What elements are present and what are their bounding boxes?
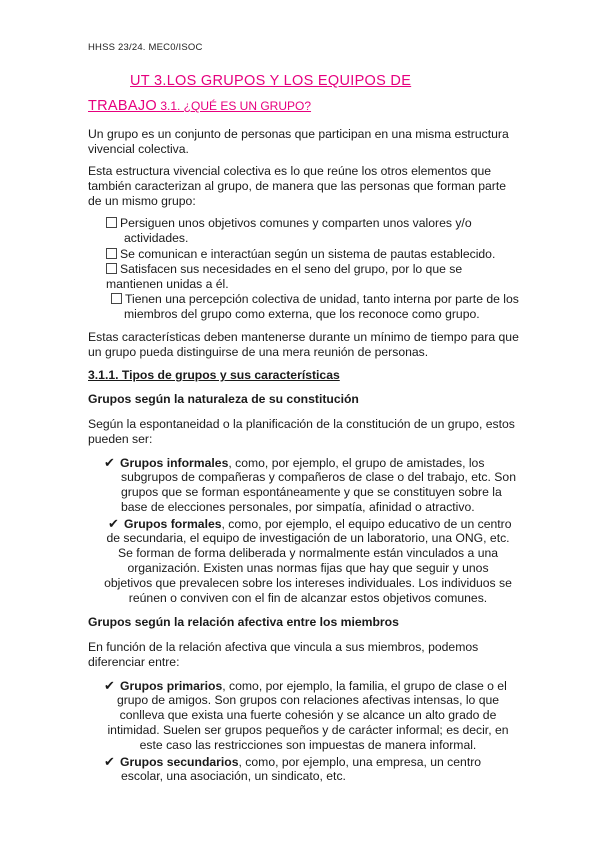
text-line: objetivos que prevalecen sobre los intereses individuales. Los individuos se <box>104 576 512 590</box>
text-line: diferenciar entre: <box>88 655 180 669</box>
heading-naturaleza: Grupos según la naturaleza de su constitución <box>88 392 359 406</box>
text-line: de un mismo grupo: <box>88 194 196 208</box>
item-grupos-formales <box>108 516 512 532</box>
text-line: conlleva que exista una fuerte cohesión y se alcance un alto grado de <box>119 708 497 722</box>
text-line: Un grupo es un conjunto de personas que participan en una misma estructura <box>88 127 509 141</box>
text-line: Según la espontaneidad o la planificación de la constitución de un grupo, estos <box>88 417 515 431</box>
section-heading-3-1-1: 3.1.1. Tipos de grupos y sus características <box>88 368 340 382</box>
text-line: intimidad. Suelen ser grupos pequeños y de carácter informal; es decir, en <box>107 723 509 737</box>
bullet-box-icon <box>111 293 122 304</box>
bullet-box-icon <box>106 217 117 228</box>
text-line: pueden ser: <box>88 432 153 446</box>
bullet-box-icon <box>106 263 117 274</box>
text-line: Se forman de forma deliberada y normalmente están vinculados a una <box>117 546 499 560</box>
intro-paragraph-2 <box>88 164 528 209</box>
text-line: Se comunican e interactúan según un sistema de pautas establecido. <box>120 247 496 261</box>
unit-title-line2 <box>88 99 311 114</box>
text-line: organización. Existen unas normas fijas que hay que seguir y unos <box>127 561 489 575</box>
bullet-necesidades-cont: mantienen unidas a él. <box>106 277 229 291</box>
bullet-percepcion <box>111 292 519 307</box>
text-line: también caracterizan al grupo, de manera que las personas que forman parte <box>88 179 507 193</box>
item-grupos-primarios <box>104 678 507 694</box>
text-line: de secundaria, el equipo de investigación de un laboratorio, una ONG, etc. <box>106 531 510 545</box>
intro-paragraph-1 <box>88 127 528 157</box>
text-line: reúnen o conviven con el fin de alcanzar estos objetivos comunes. <box>128 591 488 605</box>
checkmark-icon: ✔ <box>108 516 119 531</box>
text-line: Satisfacen sus necesidades en el seno del grupo, por lo que se <box>120 262 463 276</box>
text-line: , como, por ejemplo, la familia, el grupo de clase o el <box>222 679 507 693</box>
text-line: subgrupos de compañeras y compañeros de clase o del trabajo, etc. Son <box>121 470 516 484</box>
naturaleza-intro <box>88 417 528 447</box>
checkmark-icon: ✔ <box>104 455 115 470</box>
item-grupos-secundarios <box>104 754 481 770</box>
bullet-box-icon <box>106 248 117 259</box>
text-line: un grupo pueda distinguirse de una mera reunión de personas. <box>88 345 429 359</box>
text-line: grupos que se forman espontáneamente y que se constituyen sobre la <box>121 485 502 499</box>
relacion-intro <box>88 640 528 670</box>
text-line: escolar, una asociación, un sindicato, etc. <box>121 769 346 783</box>
text-line: grupo de amigos. Son grupos con relaciones afectivas intensas, lo que <box>116 693 500 707</box>
term-formales: Grupos formales <box>124 517 222 531</box>
checkmark-icon: ✔ <box>104 754 115 769</box>
text-line: En función de la relación afectiva que vincula a sus miembros, podemos <box>88 640 479 654</box>
bullet-necesidades <box>106 262 462 277</box>
unit-title-trabajo: TRABAJO <box>88 98 157 114</box>
text-line: Esta estructura vivencial colectiva es lo que reúne los otros elementos que <box>88 164 492 178</box>
text-line: , como, por ejemplo, una empresa, un centro <box>238 755 482 769</box>
heading-relacion-afectiva: Grupos según la relación afectiva entre los miembros <box>88 615 399 629</box>
bullet-comunican <box>106 247 495 262</box>
term-informales: Grupos informales <box>120 456 229 470</box>
term-secundarios: Grupos secundarios <box>120 755 239 769</box>
checkmark-icon: ✔ <box>104 678 115 693</box>
bullet-objetivos <box>106 216 472 231</box>
section-title-3-1: 3.1. ¿QUÉ ES UN GRUPO? <box>156 99 312 113</box>
unit-title-line1: UT 3.LOS GRUPOS Y LOS EQUIPOS DE <box>130 73 412 89</box>
text-line: vivencial colectiva. <box>88 142 189 156</box>
term-primarios: Grupos primarios <box>120 679 223 693</box>
page-header: HHSS 23/24. MEC0/ISOC <box>88 42 203 53</box>
text-line: , como, por ejemplo, el grupo de amistades, los <box>228 456 485 470</box>
closing-paragraph <box>88 330 528 360</box>
item-grupos-informales <box>104 455 484 471</box>
text-line: Persiguen unos objetivos comunes y comparten unos valores y/o <box>120 216 472 230</box>
text-line: Estas características deben mantenerse durante un mínimo de tiempo para que <box>88 330 519 344</box>
bullet-percepcion-cont: miembros del grupo como externa, que los reconoce como grupo. <box>124 307 480 321</box>
text-line: este caso las restricciones son impuestas de manera informal. <box>139 738 477 752</box>
text-line: base de elecciones personales, por simpatía, afinidad o atractivo. <box>121 500 475 514</box>
bullet-objetivos-cont: actividades. <box>124 231 189 245</box>
text-line: Tienen una percepción colectiva de unidad, tanto interna por parte de los <box>125 292 519 306</box>
text-line: , como, por ejemplo, el equipo educativo de un centro <box>221 517 512 531</box>
